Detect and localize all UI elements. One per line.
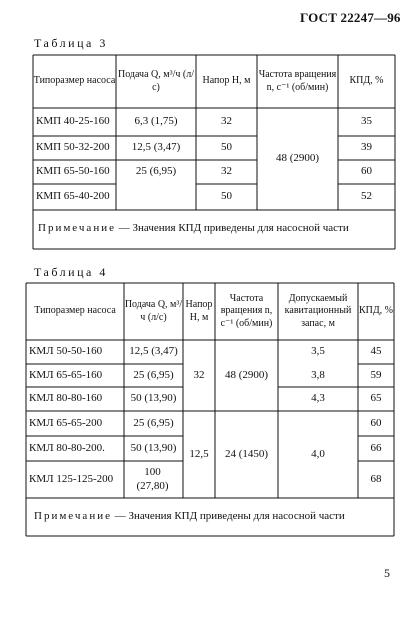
table3-caption: Таблица 3 xyxy=(34,36,108,50)
t4-head-group1: 32 xyxy=(193,368,205,381)
t3-head: 50 xyxy=(221,190,232,203)
t4-npsh: 3,8 xyxy=(311,368,325,381)
t3-head: 32 xyxy=(221,165,232,178)
t4-npsh: 3,5 xyxy=(311,345,325,358)
t4-header-flow: Подача Q, м³/ч (л/с) xyxy=(124,299,183,323)
t3-flow: 6,3 (1,75) xyxy=(134,115,178,128)
t4-flow: 50 (13,90) xyxy=(130,392,177,405)
t4-note xyxy=(34,510,345,522)
t4-speed-group2: 24 (1450) xyxy=(224,447,269,460)
t4-speed-group1: 48 (2900) xyxy=(224,368,269,381)
table-row: КМП 50-32-200 xyxy=(36,141,110,154)
table-row: КМЛ 50-50-160 xyxy=(29,345,103,358)
t4-flow: 25 (6,95) xyxy=(133,368,174,381)
t4-efficiency: 65 xyxy=(370,392,382,405)
t4-flow: 25 (6,95) xyxy=(133,416,174,429)
t4-flow: 100 (27,80) xyxy=(136,465,169,492)
t4-efficiency: 45 xyxy=(370,345,382,358)
page-number: 5 xyxy=(384,566,390,580)
table-row: КМП 40-25-160 xyxy=(36,115,110,128)
t4-header-head: Напор H, м xyxy=(185,299,213,323)
table-row: КМЛ 65-65-160 xyxy=(29,368,103,381)
table-row: КМЛ 80-80-160 xyxy=(29,392,103,405)
t3-note-label: Примечание xyxy=(38,222,116,234)
t4-efficiency: 60 xyxy=(370,416,382,429)
t3-speed-merged: 48 (2900) xyxy=(275,152,320,165)
t4-header-speed: Частота вращения n, с⁻¹ (об/мин) xyxy=(220,292,273,329)
t3-efficiency: 52 xyxy=(361,190,372,203)
t4-efficiency: 68 xyxy=(370,472,382,485)
t3-note-text: — Значения КПД приведены для насосной части xyxy=(115,222,349,234)
t3-header-efficiency: КПД, % xyxy=(349,75,384,87)
t3-efficiency: 35 xyxy=(361,115,372,128)
table-row: КМЛ 125-125-200 xyxy=(29,472,114,485)
t3-efficiency: 39 xyxy=(361,141,372,154)
t3-head: 32 xyxy=(221,115,232,128)
t4-note-label: Примечание xyxy=(34,510,112,522)
t4-flow: 12,5 (3,47) xyxy=(129,345,178,358)
table-row: КМП 65-50-160 xyxy=(36,165,110,178)
t3-flow: 25 (6,95) xyxy=(135,165,177,178)
t4-efficiency: 66 xyxy=(370,441,382,454)
t3-header-model: Типоразмер насоса xyxy=(33,75,116,87)
t4-npsh-group2: 4,0 xyxy=(311,447,325,460)
table4-caption: Таблица 4 xyxy=(34,265,108,279)
table-row: КМП 65-40-200 xyxy=(36,190,110,203)
t4-npsh: 4,3 xyxy=(311,392,325,405)
t4-flow: 50 (13,90) xyxy=(130,441,177,454)
t3-head: 50 xyxy=(221,141,232,154)
t3-header-head: Напор H, м xyxy=(202,75,251,87)
table-row: КМЛ 65-65-200 xyxy=(29,416,103,429)
t3-header-flow: Подача Q, м³/ч (л/с) xyxy=(118,69,194,93)
t4-header-npsh: Допускаемый кавитационный запас, м xyxy=(284,292,352,329)
table-row: КМЛ 80-80-200. xyxy=(29,441,105,454)
t4-head-group2: 12,5 xyxy=(189,447,209,460)
t3-header-speed: Частота вращения n, с⁻¹ (об/мин) xyxy=(258,69,337,93)
standard-header: ГОСТ 22247—96 xyxy=(300,10,401,25)
t4-note-text: — Значения КПД приведены для насосной части xyxy=(111,510,345,522)
t4-header-model: Типоразмер насоса xyxy=(34,305,116,317)
t3-efficiency: 60 xyxy=(361,165,372,178)
t3-flow: 12,5 (3,47) xyxy=(131,141,181,154)
t4-header-efficiency: КПД, % xyxy=(358,305,394,317)
t4-efficiency: 59 xyxy=(370,368,382,381)
